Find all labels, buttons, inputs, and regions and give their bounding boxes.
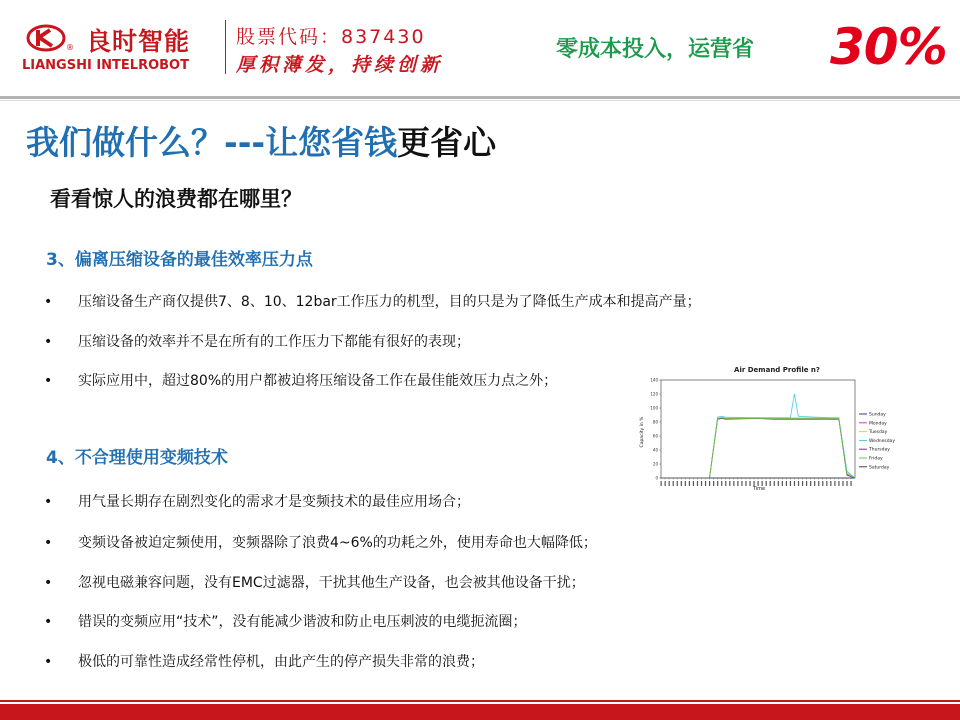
brand-name-cn: 良时智能 [86, 27, 191, 56]
bullet-text: 忽视电磁兼容问题，没有EMC过滤器，干扰其他生产设备，也会被其他设备干扰； [78, 575, 585, 591]
chart-legend-label: Tuesday [869, 430, 888, 436]
slogan-percentage: 30% [830, 18, 947, 76]
chart-x-axis-label: Time [752, 486, 766, 492]
chart-y-tick-label: 140 [650, 377, 658, 383]
chart-x-tick-label [782, 481, 783, 486]
chart-y-tick-label: 80 [652, 419, 658, 425]
bullet-symbol: • [44, 535, 53, 551]
chart-x-tick-label [790, 481, 791, 486]
chart-legend-label: Monday [869, 421, 887, 427]
header-rule [0, 96, 960, 99]
bullet-symbol: • [44, 373, 53, 389]
chart-y-tick-label: 0 [655, 475, 658, 481]
bullet-text: 用气量长期存在剧烈变化的需求才是变频技术的最佳应用场合； [78, 494, 470, 510]
chart-title: Air Demand Profile n? [734, 366, 820, 374]
bullet-text: 变频设备被迫定频使用，变频器除了浪费4~6%的功耗之外，使用寿命也大幅降低； [78, 535, 597, 551]
chart-x-tick-label [685, 481, 686, 486]
chart-x-tick-label [661, 481, 662, 486]
chart-x-tick-label [749, 481, 750, 486]
bullet-symbol: • [44, 614, 53, 630]
bullet-item [44, 572, 585, 592]
chart-x-tick-label [778, 481, 779, 486]
chart-x-tick-label [721, 481, 722, 486]
chart-x-tick-label [745, 481, 746, 486]
chart-plot-area [661, 380, 855, 478]
brand-name-en: LIANGSHI INTELROBOT [22, 58, 189, 73]
chart-y-tick-label: 100 [650, 405, 658, 411]
chart-x-tick-label [834, 481, 835, 486]
chart-x-tick-label [818, 481, 819, 486]
bullet-text: 压缩设备的效率并不是在所有的工作压力下都能有很好的表现； [78, 334, 470, 350]
chart-x-tick-label [729, 481, 730, 486]
chart-x-tick-label [762, 481, 763, 486]
chart-x-tick-label [806, 481, 807, 486]
bullet-item [44, 370, 557, 390]
bullet-symbol: • [44, 334, 53, 350]
chart-x-tick-label [814, 481, 815, 486]
chart-x-tick-label [842, 481, 843, 486]
bullet-item [44, 491, 470, 511]
chart-x-tick-label [673, 481, 674, 486]
chart-x-tick-label [774, 481, 775, 486]
header [0, 0, 960, 92]
brand-logo-icon [26, 24, 82, 52]
chart-x-tick-label [693, 481, 694, 486]
bullet-symbol: • [44, 654, 53, 670]
chart-x-tick-label [669, 481, 670, 486]
chart-legend-label: Thursday [869, 447, 890, 453]
footer-bar [0, 704, 960, 720]
section-heading-3: 3、偏离压缩设备的最佳效率压力点 [46, 250, 313, 270]
bullet-symbol: • [44, 575, 53, 591]
chart-x-tick-label [758, 481, 759, 486]
chart-x-tick-label [850, 481, 851, 486]
chart-y-tick-label: 40 [652, 447, 658, 453]
chart-x-tick-label [838, 481, 839, 486]
chart-x-tick-label [810, 481, 811, 486]
air-demand-chart [637, 362, 912, 492]
chart-x-tick-label [701, 481, 702, 486]
chart-y-tick-label: 20 [652, 461, 658, 467]
chart-x-tick-label [741, 481, 742, 486]
bullet-item [44, 331, 470, 351]
chart-x-tick-label [830, 481, 831, 486]
chart-x-tick-label [826, 481, 827, 486]
bullet-symbol: • [44, 494, 53, 510]
bullet-text: 压缩设备生产商仅提供7、8、10、12bar工作压力的机型，目的只是为了降低生产成本和提高产量； [78, 294, 701, 310]
slogan-text: 零成本投入，运营省 [556, 37, 755, 62]
chart-x-tick-label [677, 481, 678, 486]
chart-x-tick-label [753, 481, 754, 486]
bullet-item [44, 291, 701, 311]
page-title-part2: 省钱 [331, 123, 398, 162]
bullet-text: 实际应用中，超过80%的用户都被迫将压缩设备工作在最佳能效压力点之外； [78, 373, 558, 389]
chart-x-tick-label [737, 481, 738, 486]
chart-x-tick-label [770, 481, 771, 486]
chart-x-tick-label [798, 481, 799, 486]
stock-code: 股票代码：837430 [236, 26, 426, 48]
chart-x-tick-label [681, 481, 682, 486]
section-heading-4: 4、不合理使用变频技术 [46, 448, 228, 468]
chart-legend-label: Friday [869, 456, 883, 462]
chart-x-tick-label [709, 481, 710, 486]
chart-x-tick-label [822, 481, 823, 486]
chart-x-tick-label [786, 481, 787, 486]
chart-x-tick-label [717, 481, 718, 486]
page-title-part3: 更省心 [397, 123, 497, 162]
chart-legend-label: Sunday [869, 412, 886, 418]
chart-legend-label: Saturday [869, 465, 890, 471]
svg-text:®: ® [66, 43, 74, 52]
chart-x-tick-label [665, 481, 666, 486]
header-divider [225, 20, 226, 74]
bullet-item [44, 651, 484, 671]
header-rule-thin [0, 100, 960, 101]
chart-y-tick-label: 120 [650, 391, 658, 397]
chart-x-tick-label [846, 481, 847, 486]
page-subtitle: 看看惊人的浪费都在哪里？ [50, 187, 302, 211]
chart-x-tick-label [794, 481, 795, 486]
bullet-symbol: • [44, 294, 53, 310]
chart-y-axis-label: Capacity in % [640, 416, 645, 448]
chart-x-tick-label [725, 481, 726, 486]
chart-x-tick-label [802, 481, 803, 486]
bullet-item [44, 611, 527, 631]
page-title-part1: 我们做什么？---让您 [26, 123, 332, 162]
chart-x-tick-label [697, 481, 698, 486]
company-motto: 厚积薄发，持续创新 [236, 54, 444, 76]
bullet-text: 错误的变频应用“技术”，没有能减少谐波和防止电压刺波的电缆扼流圈； [78, 614, 527, 630]
chart-x-tick-label [733, 481, 734, 486]
chart-x-tick-label [766, 481, 767, 486]
bullet-text: 极低的可靠性造成经常性停机，由此产生的停产损失非常的浪费； [78, 654, 484, 670]
chart-y-tick-label: 60 [652, 433, 658, 439]
bullet-item [44, 532, 597, 552]
chart-x-tick-label [705, 481, 706, 486]
footer-rule [0, 700, 960, 702]
chart-x-tick-label [689, 481, 690, 486]
page-title [26, 117, 496, 164]
chart-x-tick-label [713, 481, 714, 486]
chart-legend-label: Wednesday [869, 438, 896, 444]
